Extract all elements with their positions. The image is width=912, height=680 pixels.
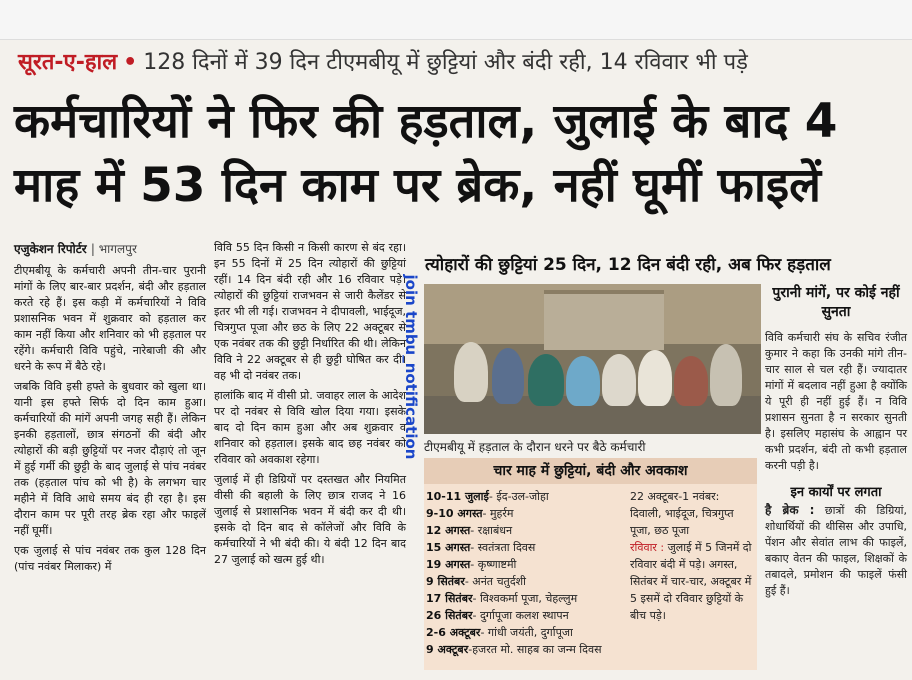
photo-person (566, 356, 600, 406)
photo-person (602, 354, 636, 406)
watermark-text: join tmbu_notification (402, 274, 420, 460)
photo-person (638, 350, 672, 406)
sidebar-paragraph-2-body: छात्रों की डिग्रियां, शोधार्थियों की थीसिस और उपाधि, पेंशन और सेवांत लाभ की फाइलें, बकाए वेतन की फाइल, शिक्षकों के तबादले, प्रमोशन की फाइलें फंसी हुई हैं। (765, 504, 907, 597)
sunday-note (630, 539, 754, 624)
left-paragraph-3: एक जुलाई से पांच नवंबर तक कुल 128 दिन (पांच नवंबर मिलाकर) में (14, 544, 206, 573)
sunday-text: जुलाई में 5 जिनमें दो रविवार बंदी में पड़े। अगस्त, सितंबर में चार-चार, अक्टूबर में 5 इसमें दो रविवार छुट्टियों के बीच पड़े। (630, 541, 752, 622)
photo-shutter (544, 290, 664, 350)
sunday-label: रविवार : (630, 541, 665, 554)
protest-photo (424, 284, 761, 434)
middle-paragraph-1: विवि 55 दिन किसी न किसी कारण से बंद रहा। इन 55 दिनों में 25 दिन त्योहारों की छुट्टियां रहीं। 14 दिन बंदी रही और 16 रविवार पड़े। त्योहारों की छुट्टियां राजभवन से जारी कैलेंडर से इतर भी ली गई। राजभवन ने दीपावली, भाईदूज, चित्रगुप्त पूजा और छठ के लिए 22 अक्टूबर से एक नवंबर तक की छुट्टी निर्धारित की थी। लेकिन विवि ने 22 अक्टूबर से ही छुट्टी घोषित कर दी। वह भी दो नवंबर तक। (214, 241, 406, 382)
holiday-box-title: चार माह में छुट्टियां, बंदी और अवकाश (424, 458, 757, 484)
sidebar-heading-2: इन कार्यों पर लगता (790, 485, 882, 500)
holiday-item: 2-6 अक्टूबर- गांधी जयंती, दुर्गापूजा (426, 626, 573, 639)
holiday-notes (630, 488, 754, 624)
diwali-break-note: 22 अक्टूबर-1 नवंबर: दिवाली, भाईदूज, चित्रगुप्त पूजा, छठ पूजा (630, 490, 734, 537)
middle-paragraph-2: हालांकि बाद में वीसी प्रो. जवाहर लाल के आदेश पर दो नवंबर से विवि खोल दिया गया। इसके बाद दो दिन काम हुआ और अब शुक्रवार व शनिवार को हड़ताल। इसके बाद छह नवंबर को रविवार को अवकाश रहेगा। (214, 389, 406, 466)
holiday-item: 9 अक्टूबर-हजरत मो. साहब का जन्म दिवस (426, 643, 602, 656)
kicker-line (18, 46, 748, 76)
kicker-label: सूरत-ए-हाल (18, 50, 118, 75)
photo-caption: टीएमबीयू में हड़ताल के दौरान धरने पर बैठे कर्मचारी (424, 440, 646, 454)
sidebar-paragraph-2-lead: है ब्रेक : (765, 503, 815, 517)
holiday-item: 26 सितंबर- दुर्गापूजा कलश स्थापन (426, 609, 569, 622)
byline (14, 240, 206, 257)
kicker-bullet: • (123, 50, 138, 75)
holiday-item: 17 सितंबर- विश्वकर्मा पूजा, चेहल्लुम (426, 592, 578, 605)
holiday-item: 9 सितंबर- अनंत चतुर्दशी (426, 575, 526, 588)
sidebar-paragraph-2 (765, 502, 907, 599)
photo-person (454, 342, 488, 402)
sidebar-paragraph-1: विवि कर्मचारी संघ के सचिव रंजीत कुमार ने कहा कि उनकी मांगे तीन-चार साल से चल रही हैं। ज्यादातर मांगों में बदलाव नहीं हुआ है क्योंकि ये पूरी ही नहीं हुई हैं। न विवि प्रशासन सुनता है न सरकार सुनती है। इसलिए महासंघ के आह्वान पर कभी प्रदर्शन, बंदी तो कभी हड़ताल करनी पड़ी है। (765, 331, 907, 472)
middle-paragraph-3: जुलाई में ही डिग्रियों पर दस्तखत और नियमित वीसी की बहाली के लिए छात्र राजद ने 16 जुलाई से प्रशासनिक भवन में बंदी कर दी थी। इसके दो दिन बाद से कॉलेजों और विवि के कर्मचारियों ने भी बंदी की। ये बंदी 12 दिन बाद 27 जुलाई को खत्म हुई थी। (214, 473, 406, 566)
sidebar-heading-1: पुरानी मांगें, पर कोई नहीं सुनता (772, 285, 900, 320)
headline-line-1: कर्मचारियों ने फिर की हड़ताल, जुलाई के बाद 4 (14, 94, 838, 149)
kicker-text: 128 दिनों में 39 दिन टीएमबीयू में छुट्टियां और बंदी रही, 14 रविवार भी पड़े (143, 50, 748, 75)
watermark-vertical (396, 256, 426, 478)
holiday-list (426, 488, 626, 658)
holiday-item: 19 अगस्त- कृष्णाष्टमी (426, 558, 517, 571)
left-paragraph-2: जबकि विवि इसी हफ्ते के बुधवार को खुला था। यानी इस हफ्ते सिर्फ दो दिन काम हुआ। कर्मचारियों की मांगें अपनी जगह सही हैं। लेकिन इनकी हड़तालों, छात्र संगठनों की बंदी और त्योहारों की बड़ी छुट्टियों पर नजर दौड़ाएं तो जून में हुई गर्मी की छुट्टी के बाद जुलाई से पांच नवंबर तक (हड़ताल पांच को भी है) के लगभग चार महीने में विवि आधे समय बंद ही रहा है। इस दौरान काम पर पूरी तरह ब्रेक रहा और फाइलें नहीं घूमीं। (14, 380, 206, 537)
byline-place: | भागलपुर (90, 242, 137, 256)
article-column-middle (214, 240, 406, 572)
holiday-item: 9-10 अगस्त- मुहर्रम (426, 507, 514, 520)
holiday-box (424, 458, 757, 670)
left-paragraph-1: टीएमबीयू के कर्मचारी अपनी तीन-चार पुरानी मांगों के लिए बार-बार प्रदर्शन, बंदी और हड़ताल करते रहे हैं। इस कड़ी में कर्मचारियों ने विवि प्रशासनिक भवन में शुक्रवार को हड़ताल कर काम नहीं किया और शनिवार को भी हड़ताल पर रहेंगे। कर्मचारी विवि पहुंचे, नारेबाजी की और धरने के रूप में बैठे रहे। (14, 264, 206, 373)
sidebar-column (765, 284, 907, 599)
headline (14, 90, 904, 218)
photo-person (528, 354, 564, 406)
headline-line-2: माह में 53 दिन काम पर ब्रेक, नहीं घूमीं फाइलें (14, 158, 821, 213)
byline-reporter: एजुकेशन रिपोर्टर (14, 242, 87, 256)
photo-person (674, 356, 708, 406)
article-column-left (14, 240, 206, 579)
photo-person (492, 348, 524, 404)
photo-person (710, 344, 742, 406)
page-top-strip (0, 0, 912, 40)
holiday-item: 15 अगस्त- स्वतंत्रता दिवस (426, 541, 536, 554)
holiday-item: 12 अगस्त- रक्षाबंधन (426, 524, 513, 537)
subheadline: त्योहारों की छुट्टियां 25 दिन, 12 दिन बंदी रही, अब फिर हड़ताल (425, 255, 831, 275)
holiday-item: 10-11 जुलाई- ईद-उल-जोहा (426, 490, 549, 503)
